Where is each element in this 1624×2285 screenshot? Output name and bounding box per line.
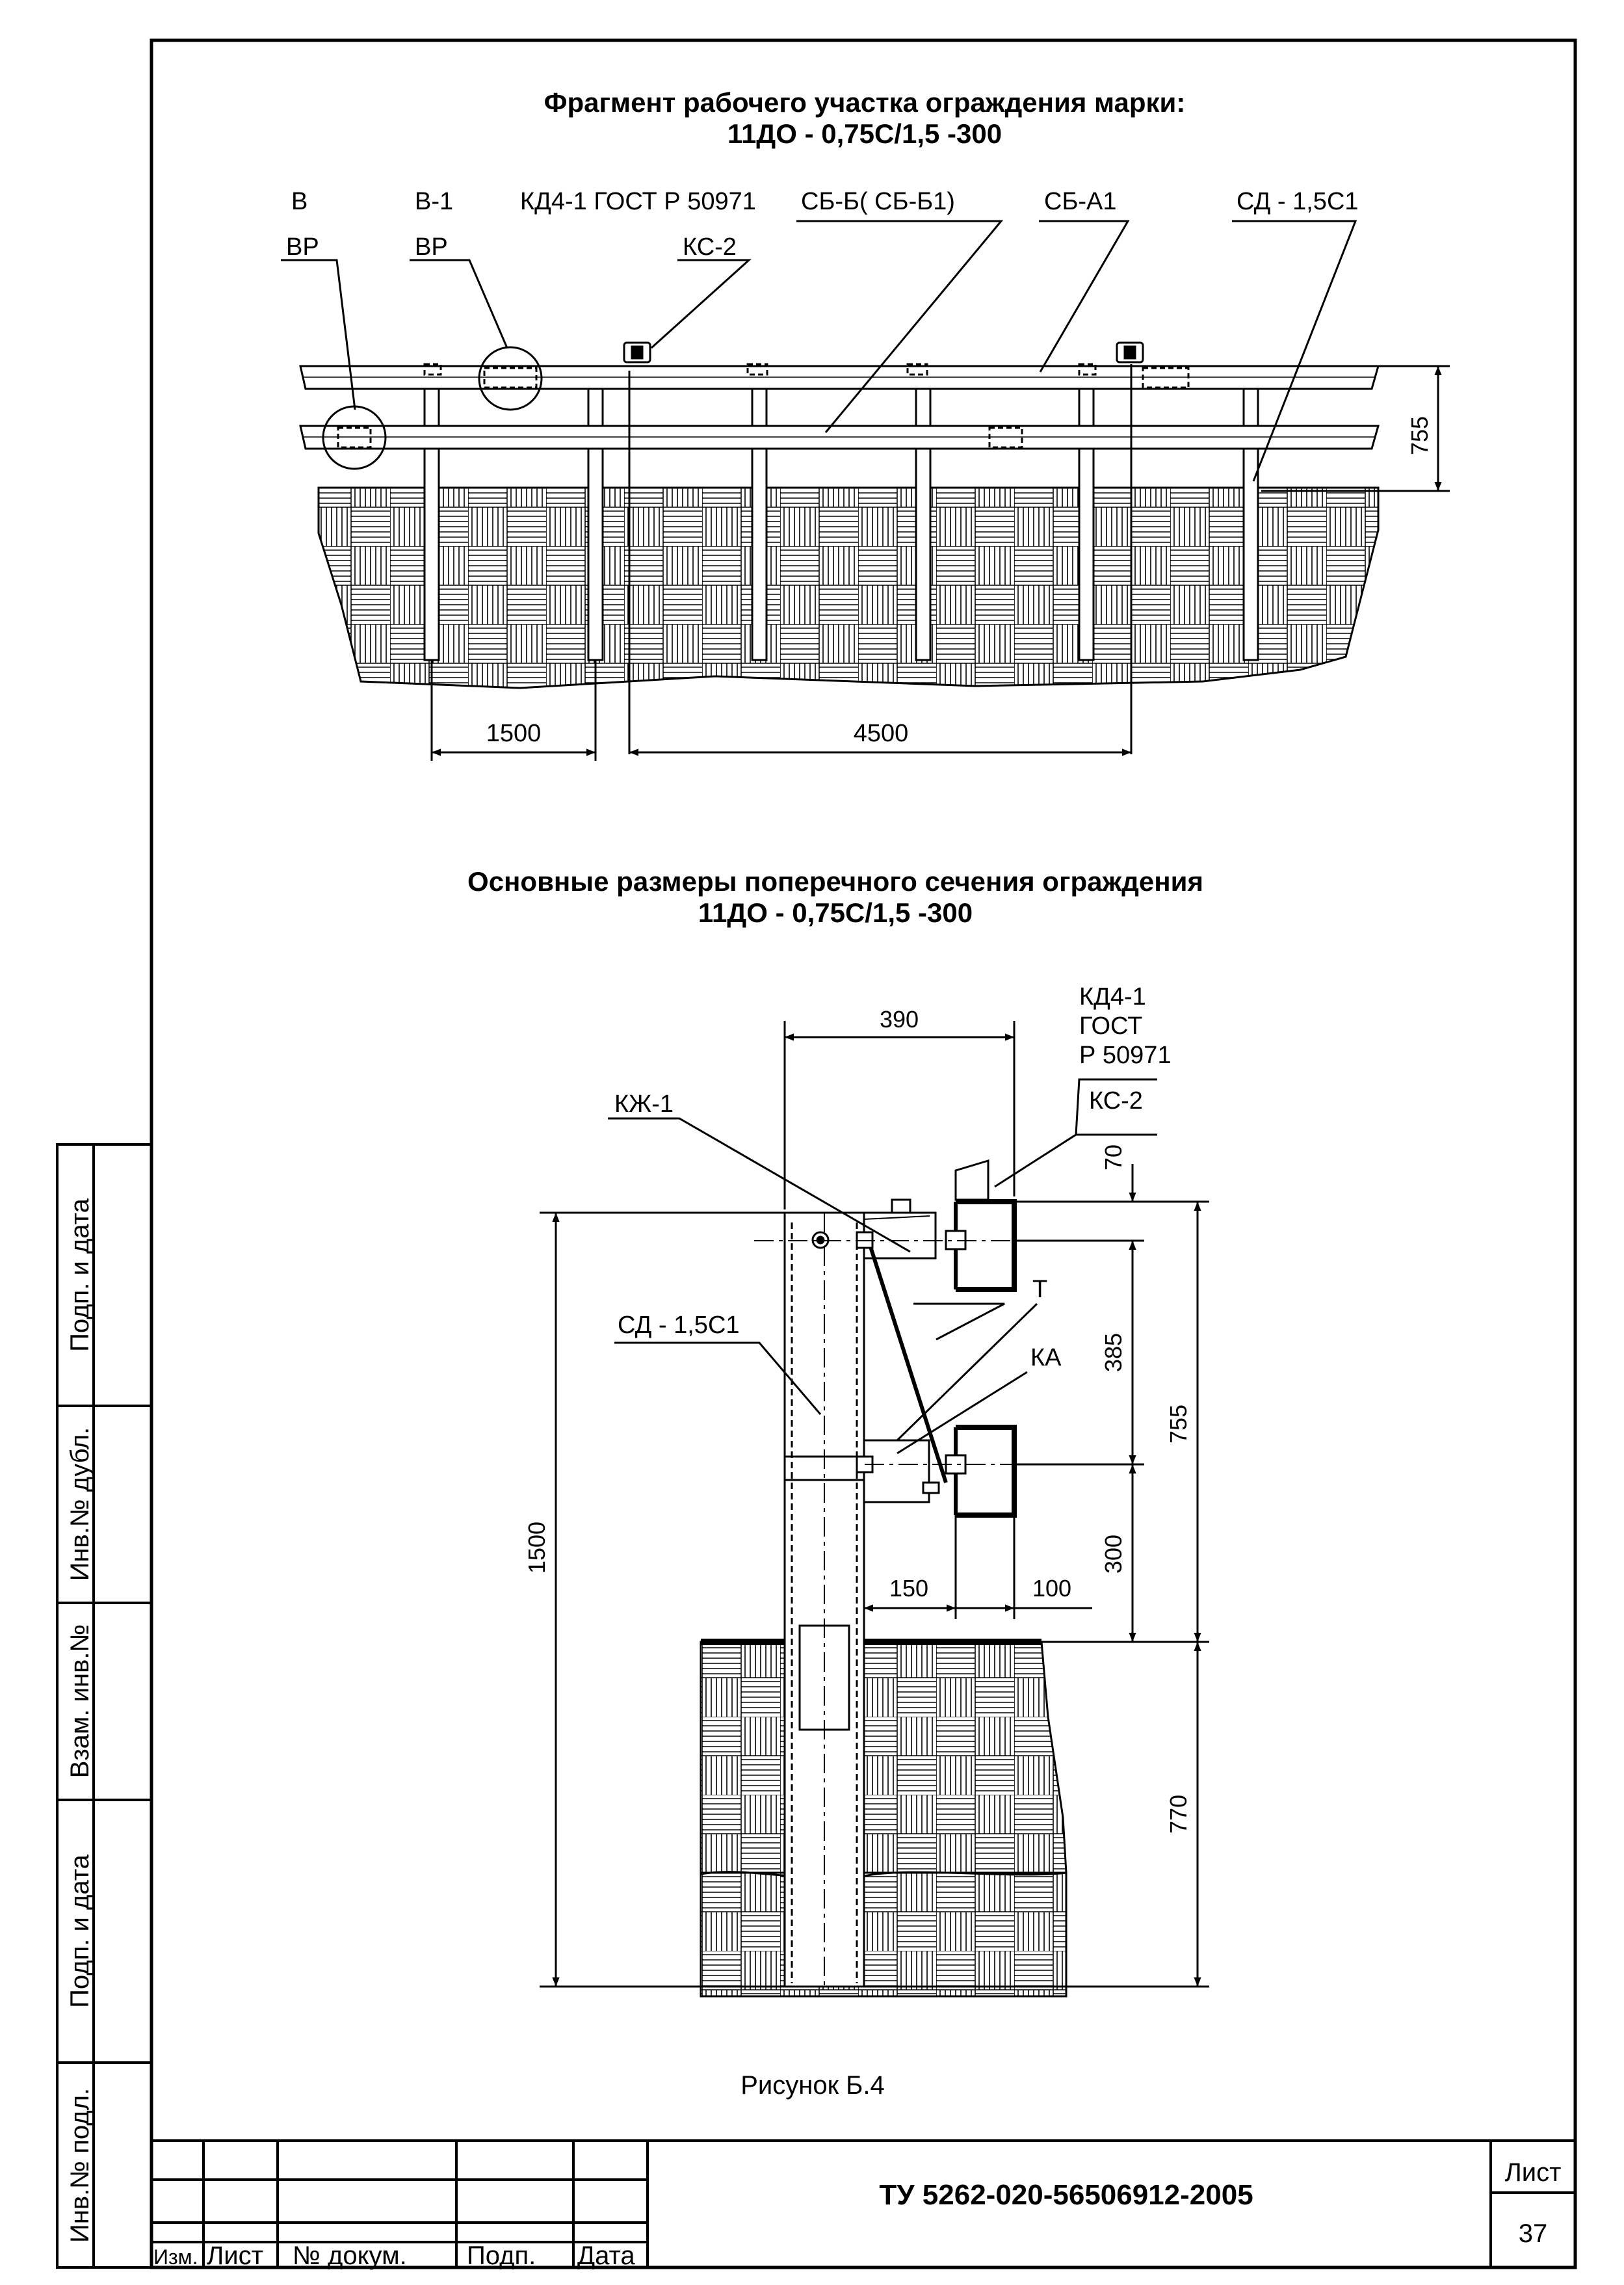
section-title-line2: 11ДО - 0,75С/1,5 -300 [698,897,973,928]
tb-header-doc: № докум. [293,2241,407,2270]
section-title-line1: Основные размеры поперечного сечения ограждения [467,866,1203,897]
stamp-dup-inv: Инв.№ дубл. [66,1427,94,1581]
label-br2: ВР [415,233,448,261]
doc-code: ТУ 5262-020-56506912-2005 [879,2179,1253,2211]
reflectors [624,343,1143,362]
dim-300-text: 300 [1100,1534,1127,1574]
label-kd4-gost: ГОСТ [1079,1012,1143,1040]
label-sbb: СБ-Б( СБ-Б1) [801,188,955,215]
dim-1500-section-text: 1500 [523,1521,550,1574]
dim-390-text: 390 [879,1006,919,1033]
label-br1: ВР [286,233,319,261]
stamp-sign-date-2: Подп. и дата [66,1855,94,2008]
label-kd4-1: КД4-1 [1079,983,1146,1010]
label-kzh1: КЖ-1 [614,1090,674,1118]
section-soil-upper [701,1642,1066,1873]
bolt [892,1200,910,1213]
reflector-ks2 [956,1161,988,1200]
dim-755-section-text: 755 [1165,1404,1192,1444]
bolt [923,1483,939,1493]
fragment-lower-rail [300,426,1378,449]
dim-385-text: 385 [1100,1332,1127,1373]
label-ka: КА [1030,1344,1062,1371]
fragment-title-line2: 11ДО - 0,75С/1,5 -300 [727,118,1002,149]
dim-70-text: 70 [1100,1144,1127,1171]
section-bracket-top [864,1213,936,1258]
fragment-upper-rail [300,366,1378,389]
stamp-sign-date-1: Подп. и дата [66,1198,94,1352]
label-t: Т [1032,1276,1048,1303]
label-ks2: КС-2 [683,233,737,261]
dim-755-top-text: 755 [1406,416,1433,456]
dim-1500-top-text: 1500 [486,720,542,747]
label-kd4: КД4-1 ГОСТ Р 50971 [520,188,756,215]
stamp-repl-inv: Взам. инв.№ [66,1624,94,1778]
label-sd-section: СД - 1,5С1 [618,1312,740,1339]
label-sba1: СБ-А1 [1044,188,1117,215]
sheet-label: Лист [1504,2158,1562,2187]
label-b1: В-1 [415,188,454,215]
reflector [1117,343,1143,362]
fragment-soil [319,488,1378,688]
dim-150-text: 150 [889,1575,929,1602]
stamp-orig-inv: Инв.№ подл. [66,2087,94,2243]
section-soil-lower [701,1873,1066,1996]
section-bracket-bottom [864,1440,929,1502]
label-ks2-section: КС-2 [1089,1087,1143,1115]
tb-header-date: Дата [577,2241,635,2270]
fragment-title-line1: Фрагмент рабочего участка ограждения марки: [544,87,1186,118]
reflector [624,343,650,362]
dim-4500-text: 4500 [853,720,909,747]
section-leaders [608,1079,1157,1453]
label-sd: СД - 1,5С1 [1237,188,1359,215]
figure-caption: Рисунок Б.4 [740,2071,885,2100]
tb-header-change: Изм. [153,2245,198,2269]
tb-header-sheet: Лист [207,2241,263,2270]
dim-770-text: 770 [1165,1794,1192,1834]
dim-100-text: 100 [1032,1575,1072,1602]
label-b: В [291,188,308,215]
label-kd4-std: Р 50971 [1079,1042,1172,1069]
tb-header-sign: Подп. [467,2241,536,2270]
sheet-number: 37 [1518,2219,1548,2248]
